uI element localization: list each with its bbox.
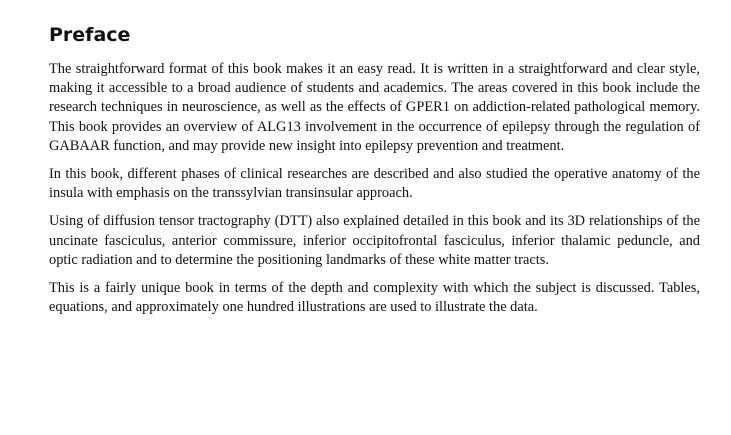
page-title: Preface <box>49 24 131 46</box>
paragraph-3: Using of diffusion tensor tractography (DTT) also explained detailed in this book and its 3D relationships of the uncinate fasciculus, anterior commissure, inferior occipitofrontal fasciculus, inferior thalamic peduncle, and optic radiation and to determine the positioning landmarks of these white matter tracts. <box>49 213 700 268</box>
paragraph-2: In this book, different phases of clinical researches are described and also studied the operative anatomy of the insula with emphasis on the transsylvian transinsular approach. <box>49 166 700 202</box>
paragraph-1: The straightforward format of this book makes it an easy read. It is written in a straightforward and clear style, making it accessible to a broad audience of students and academics. The areas covered in this book include the research techniques in neuroscience, as well as the effects of GPER1 on addiction-related pathological memory. This book provides an overview of ALG13 involvement in the occurrence of epilepsy through the regulation of GABAAR function, and may provide new insight into epilepsy prevention and treatment. <box>49 61 700 154</box>
paragraph-4: This is a fairly unique book in terms of the depth and complexity with which the subject is discussed. Tables, equations, and approximately one hundred illustrations are used to illustrate the data. <box>49 280 700 316</box>
